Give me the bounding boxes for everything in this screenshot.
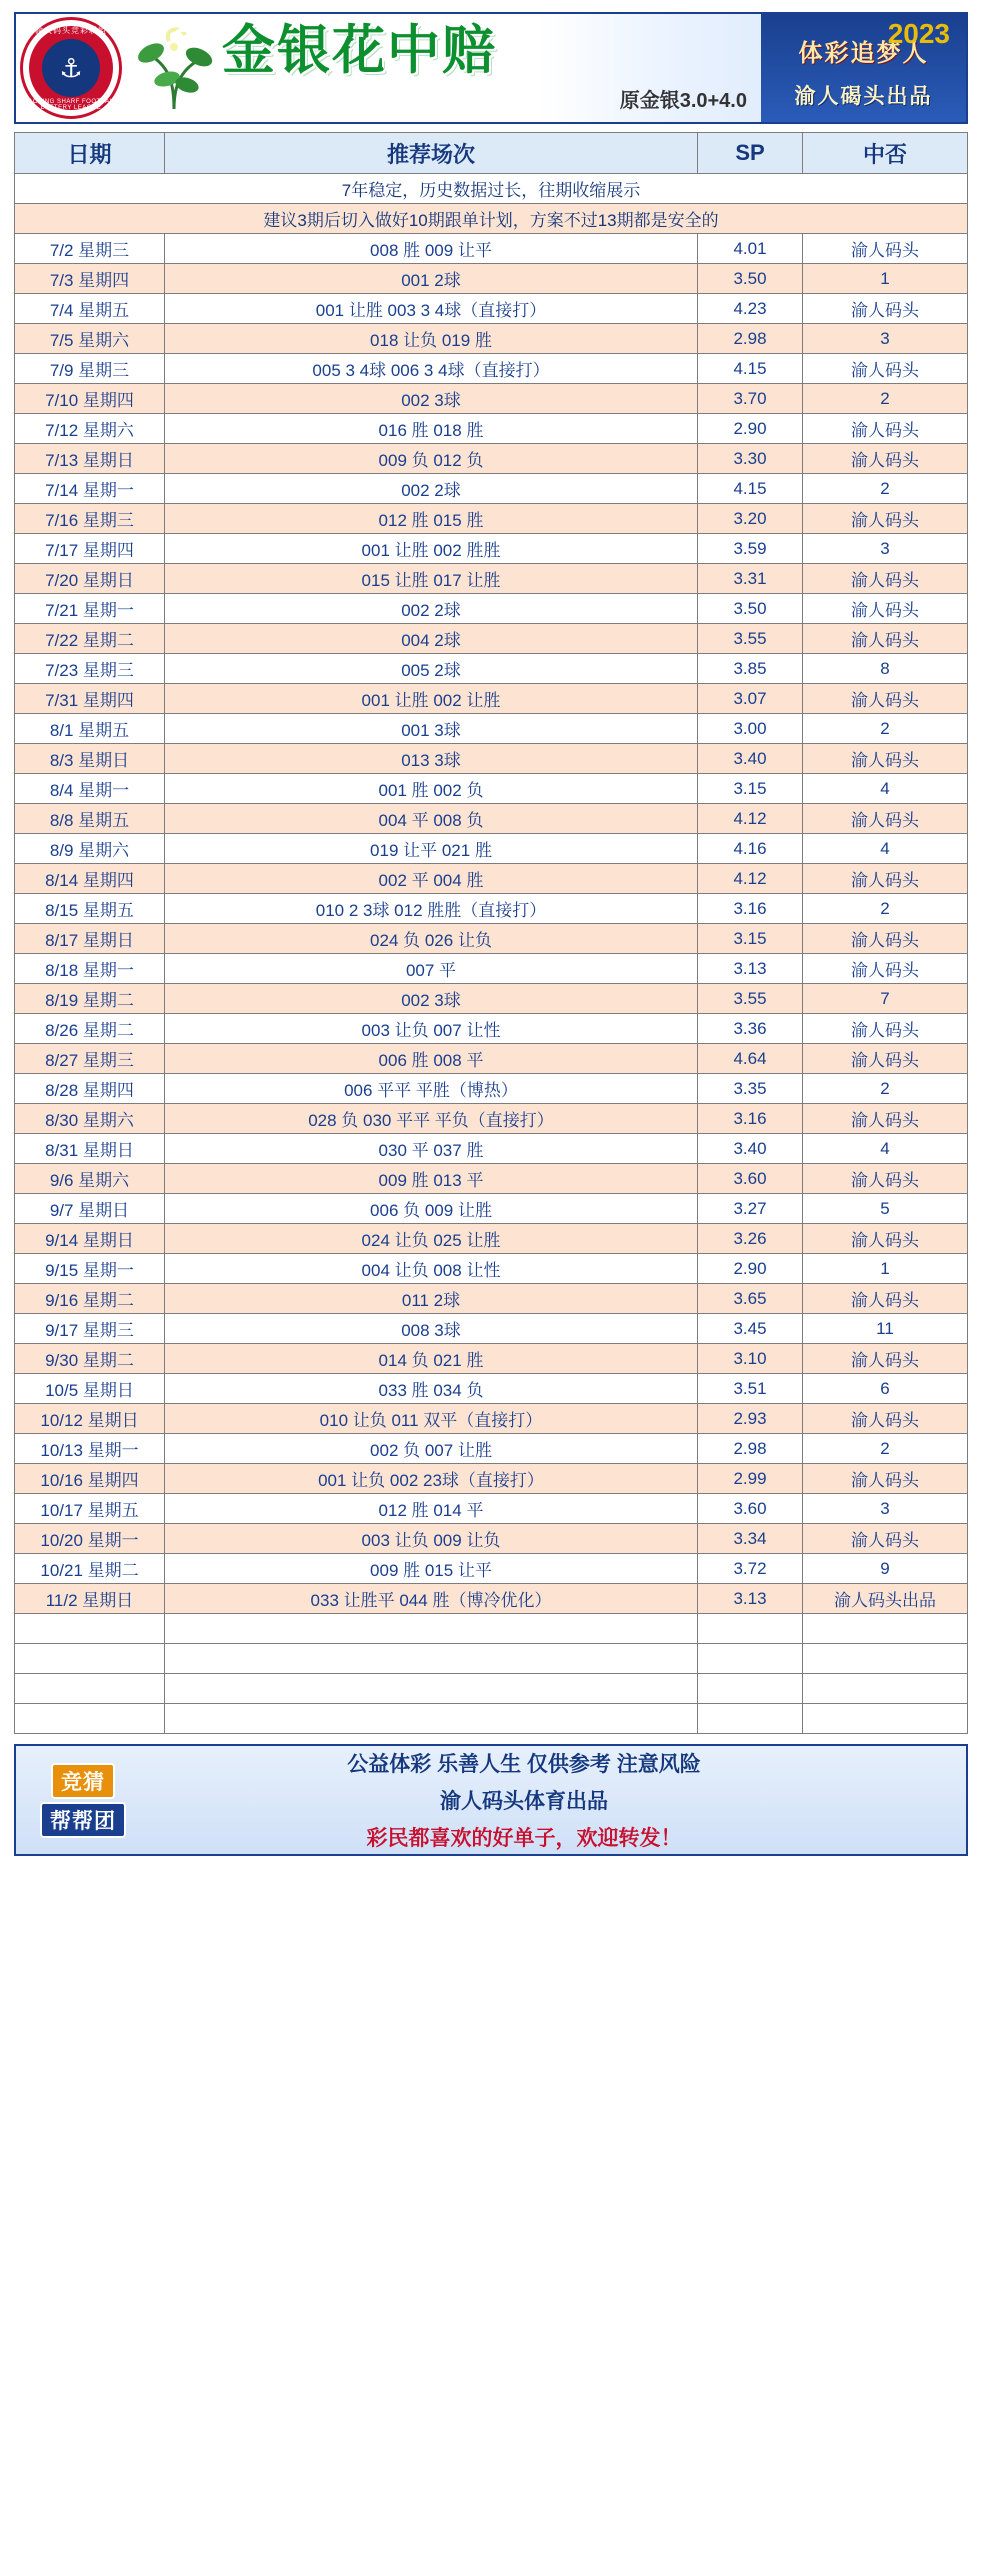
cell-date: 9/17 星期三 <box>15 1314 165 1344</box>
table-header-row <box>15 133 968 174</box>
cell-date: 9/14 星期日 <box>15 1224 165 1254</box>
cell-match: 028 负 030 平平 平负（直接打） <box>165 1104 698 1134</box>
cell-hit: 渝人码头 <box>803 504 968 534</box>
cell-sp: 3.50 <box>698 264 803 294</box>
cell-date: 7/2 星期三 <box>15 234 165 264</box>
cell-sp: 4.01 <box>698 234 803 264</box>
cell-hit: 渝人码头 <box>803 354 968 384</box>
table-body <box>15 174 968 1734</box>
cell-match: 010 2 3球 012 胜胜（直接打） <box>165 894 698 924</box>
cell-sp: 3.30 <box>698 444 803 474</box>
table-note-text: 7年稳定，历史数据过长，往期收缩展示 <box>15 174 968 204</box>
table-row <box>15 804 968 834</box>
title-block <box>220 20 761 114</box>
cell-date: 10/17 星期五 <box>15 1494 165 1524</box>
cell-match: 006 负 009 让胜 <box>165 1194 698 1224</box>
cell-date: 7/21 星期一 <box>15 594 165 624</box>
cell-date: 8/27 星期三 <box>15 1044 165 1074</box>
cell-match: 019 让平 021 胜 <box>165 834 698 864</box>
cell-date: 7/17 星期四 <box>15 534 165 564</box>
table-empty-row <box>15 1704 968 1734</box>
cell-match: 004 让负 008 让性 <box>165 1254 698 1284</box>
cell-hit: 渝人码头 <box>803 954 968 984</box>
cell-hit: 1 <box>803 264 968 294</box>
cell-empty <box>165 1644 698 1674</box>
cell-sp: 4.12 <box>698 864 803 894</box>
cell-date: 8/28 星期四 <box>15 1074 165 1104</box>
table-row <box>15 1554 968 1584</box>
table-note-row <box>15 204 968 234</box>
cell-date: 10/13 星期一 <box>15 1434 165 1464</box>
cell-sp: 2.90 <box>698 1254 803 1284</box>
table-row <box>15 1374 968 1404</box>
cell-hit: 2 <box>803 1434 968 1464</box>
cell-match: 016 胜 018 胜 <box>165 414 698 444</box>
cell-sp: 3.35 <box>698 1074 803 1104</box>
cell-match: 004 2球 <box>165 624 698 654</box>
cell-empty <box>803 1674 968 1704</box>
cell-empty <box>15 1704 165 1734</box>
cell-match: 001 让胜 002 让胜 <box>165 684 698 714</box>
cell-sp: 4.16 <box>698 834 803 864</box>
cell-match: 014 负 021 胜 <box>165 1344 698 1374</box>
cell-sp: 3.15 <box>698 924 803 954</box>
table-row <box>15 894 968 924</box>
cell-hit: 2 <box>803 714 968 744</box>
cell-date: 7/20 星期日 <box>15 564 165 594</box>
table-row <box>15 234 968 264</box>
cell-sp: 2.98 <box>698 1434 803 1464</box>
cell-hit: 渝人码头 <box>803 924 968 954</box>
cell-empty <box>698 1704 803 1734</box>
cell-date: 8/8 星期五 <box>15 804 165 834</box>
cell-match: 002 3球 <box>165 384 698 414</box>
table-row <box>15 954 968 984</box>
cell-date: 9/6 星期六 <box>15 1164 165 1194</box>
cell-date: 10/12 星期日 <box>15 1404 165 1434</box>
cell-sp: 2.90 <box>698 414 803 444</box>
cell-match: 008 胜 009 让平 <box>165 234 698 264</box>
table-row <box>15 1524 968 1554</box>
cell-match: 001 2球 <box>165 264 698 294</box>
cell-sp: 3.40 <box>698 1134 803 1164</box>
cell-sp: 3.07 <box>698 684 803 714</box>
cell-sp: 3.60 <box>698 1494 803 1524</box>
cell-hit: 渝人码头 <box>803 804 968 834</box>
footer-logo-line2: 帮帮团 <box>40 1802 126 1838</box>
table-note-row <box>15 174 968 204</box>
cell-match: 003 让负 009 让负 <box>165 1524 698 1554</box>
cell-empty <box>698 1674 803 1704</box>
cell-hit: 7 <box>803 984 968 1014</box>
cell-sp: 3.16 <box>698 894 803 924</box>
cell-hit: 4 <box>803 774 968 804</box>
table-row <box>15 474 968 504</box>
cell-date: 7/22 星期二 <box>15 624 165 654</box>
cell-sp: 3.85 <box>698 654 803 684</box>
table-empty-row <box>15 1614 968 1644</box>
logo-top-label: 渝人码头竞彩联盟 <box>35 26 107 35</box>
table-row <box>15 654 968 684</box>
cell-sp: 3.00 <box>698 714 803 744</box>
cell-hit: 渝人码头 <box>803 564 968 594</box>
table-row <box>15 1014 968 1044</box>
cell-sp: 2.99 <box>698 1464 803 1494</box>
cell-date: 7/12 星期六 <box>15 414 165 444</box>
table-row <box>15 774 968 804</box>
cell-date: 9/16 星期二 <box>15 1284 165 1314</box>
cell-date: 8/30 星期六 <box>15 1104 165 1134</box>
cell-sp: 3.36 <box>698 1014 803 1044</box>
table-row <box>15 984 968 1014</box>
table-row <box>15 1344 968 1374</box>
cell-match: 009 胜 013 平 <box>165 1164 698 1194</box>
cell-date: 10/16 星期四 <box>15 1464 165 1494</box>
cell-sp: 3.50 <box>698 594 803 624</box>
table-row <box>15 1494 968 1524</box>
cell-sp: 4.15 <box>698 474 803 504</box>
cell-empty <box>15 1674 165 1704</box>
table-row <box>15 1044 968 1074</box>
table-row <box>15 1464 968 1494</box>
cell-hit: 8 <box>803 654 968 684</box>
cell-match: 001 让负 002 23球（直接打） <box>165 1464 698 1494</box>
cell-match: 001 让胜 003 3 4球（直接打） <box>165 294 698 324</box>
cell-date: 7/5 星期六 <box>15 324 165 354</box>
footer-line-3: 彩民都喜欢的好单子，欢迎转发！ <box>366 1827 682 1850</box>
logo-bottom-label: LAOSING SHARF FOOTBALL LOTTERY LEAGUE <box>24 99 118 111</box>
page-footer <box>14 1744 968 1856</box>
cell-sp: 3.70 <box>698 384 803 414</box>
cell-hit: 4 <box>803 834 968 864</box>
cell-sp: 3.26 <box>698 1224 803 1254</box>
cell-hit: 5 <box>803 1194 968 1224</box>
cell-sp: 4.64 <box>698 1044 803 1074</box>
cell-sp: 4.23 <box>698 294 803 324</box>
cell-empty <box>165 1704 698 1734</box>
cell-date: 10/20 星期一 <box>15 1524 165 1554</box>
cell-match: 001 胜 002 负 <box>165 774 698 804</box>
badge-year: 2023 <box>887 18 950 49</box>
badge-slogan: 体彩追梦人 <box>798 39 929 67</box>
cell-match: 003 让负 007 让性 <box>165 1014 698 1044</box>
cell-match: 024 负 026 让负 <box>165 924 698 954</box>
cell-date: 10/5 星期日 <box>15 1374 165 1404</box>
cell-hit: 渝人码头 <box>803 594 968 624</box>
table-row <box>15 834 968 864</box>
cell-hit: 渝人码头出品 <box>803 1584 968 1614</box>
cell-match: 002 平 004 胜 <box>165 864 698 894</box>
column-header-match: 推荐场次 <box>165 133 698 174</box>
table-row <box>15 744 968 774</box>
table-row <box>15 714 968 744</box>
cell-match: 018 让负 019 胜 <box>165 324 698 354</box>
cell-sp: 3.13 <box>698 1584 803 1614</box>
cell-match: 010 让负 011 双平（直接打） <box>165 1404 698 1434</box>
cell-date: 9/7 星期日 <box>15 1194 165 1224</box>
cell-hit: 渝人码头 <box>803 1524 968 1554</box>
cell-date: 8/4 星期一 <box>15 774 165 804</box>
cell-date: 7/10 星期四 <box>15 384 165 414</box>
cell-sp: 3.34 <box>698 1524 803 1554</box>
cell-date: 9/30 星期二 <box>15 1344 165 1374</box>
page-subtitle: 原金银3.0+4.0 <box>619 90 747 113</box>
cell-match: 033 让胜平 044 胜（博冷优化） <box>165 1584 698 1614</box>
cell-sp: 3.55 <box>698 624 803 654</box>
table-row <box>15 1134 968 1164</box>
page-title: 金银花中赔 <box>222 20 497 80</box>
table-row <box>15 594 968 624</box>
table-row <box>15 624 968 654</box>
cell-sp: 4.15 <box>698 354 803 384</box>
cell-empty <box>165 1674 698 1704</box>
cell-match: 001 3球 <box>165 714 698 744</box>
cell-empty <box>165 1614 698 1644</box>
cell-sp: 3.10 <box>698 1344 803 1374</box>
cell-date: 8/31 星期日 <box>15 1134 165 1164</box>
table-row <box>15 564 968 594</box>
cell-hit: 渝人码头 <box>803 1014 968 1044</box>
cell-sp: 3.59 <box>698 534 803 564</box>
cell-match: 012 胜 014 平 <box>165 1494 698 1524</box>
cell-sp: 3.55 <box>698 984 803 1014</box>
cell-match: 008 3球 <box>165 1314 698 1344</box>
cell-date: 8/17 星期日 <box>15 924 165 954</box>
cell-hit: 渝人码头 <box>803 744 968 774</box>
cell-hit: 渝人码头 <box>803 684 968 714</box>
table-row <box>15 354 968 384</box>
cell-match: 006 平平 平胜（博热） <box>165 1074 698 1104</box>
table-row <box>15 1224 968 1254</box>
anchor-icon: ⚓ <box>42 39 100 97</box>
column-header-date: 日期 <box>15 133 165 174</box>
table-row <box>15 504 968 534</box>
table-row <box>15 1254 968 1284</box>
team-logo <box>20 17 122 119</box>
table-row <box>15 1104 968 1134</box>
cell-sp: 4.12 <box>698 804 803 834</box>
cell-sp: 3.20 <box>698 504 803 534</box>
badge-publisher: 渝人碣头出品 <box>794 84 933 108</box>
table-empty-row <box>15 1644 968 1674</box>
cell-match: 009 胜 015 让平 <box>165 1554 698 1584</box>
cell-sp: 3.65 <box>698 1284 803 1314</box>
cell-empty <box>15 1644 165 1674</box>
cell-match: 002 2球 <box>165 594 698 624</box>
cell-date: 8/14 星期四 <box>15 864 165 894</box>
table-row <box>15 1434 968 1464</box>
table-row <box>15 264 968 294</box>
cell-sp: 3.40 <box>698 744 803 774</box>
table-row <box>15 534 968 564</box>
cell-match: 030 平 037 胜 <box>165 1134 698 1164</box>
table-row <box>15 384 968 414</box>
cell-date: 8/9 星期六 <box>15 834 165 864</box>
footer-text <box>142 1744 966 1856</box>
cell-date: 9/15 星期一 <box>15 1254 165 1284</box>
cell-empty <box>803 1644 968 1674</box>
cell-hit: 2 <box>803 894 968 924</box>
cell-match: 033 胜 034 负 <box>165 1374 698 1404</box>
cell-date: 7/13 星期日 <box>15 444 165 474</box>
column-header-hit: 中否 <box>803 133 968 174</box>
cell-hit: 渝人码头 <box>803 1284 968 1314</box>
cell-hit: 渝人码头 <box>803 1224 968 1254</box>
footer-line-1: 公益体彩 乐善人生 仅供参考 注意风险 <box>347 1753 701 1776</box>
cell-match: 009 负 012 负 <box>165 444 698 474</box>
table-row <box>15 1584 968 1614</box>
cell-hit: 渝人码头 <box>803 1164 968 1194</box>
cell-sp: 3.31 <box>698 564 803 594</box>
cell-hit: 渝人码头 <box>803 864 968 894</box>
logo-ring <box>29 26 113 110</box>
table-row <box>15 1314 968 1344</box>
cell-sp: 3.15 <box>698 774 803 804</box>
cell-hit: 渝人码头 <box>803 414 968 444</box>
cell-match: 006 胜 008 平 <box>165 1044 698 1074</box>
cell-hit: 渝人码头 <box>803 444 968 474</box>
cell-date: 8/15 星期五 <box>15 894 165 924</box>
cell-date: 8/1 星期五 <box>15 714 165 744</box>
cell-sp: 3.45 <box>698 1314 803 1344</box>
cell-hit: 2 <box>803 384 968 414</box>
cell-match: 012 胜 015 胜 <box>165 504 698 534</box>
cell-hit: 渝人码头 <box>803 1344 968 1374</box>
footer-line-2: 渝人码头体育出品 <box>440 1790 608 1813</box>
cell-date: 7/4 星期五 <box>15 294 165 324</box>
cell-date: 8/18 星期一 <box>15 954 165 984</box>
cell-sp: 3.51 <box>698 1374 803 1404</box>
cell-hit: 6 <box>803 1374 968 1404</box>
footer-logo-line1: 竞猜 <box>51 1763 115 1799</box>
cell-hit: 渝人码头 <box>803 1404 968 1434</box>
cell-hit: 4 <box>803 1134 968 1164</box>
cell-match: 002 2球 <box>165 474 698 504</box>
table-row <box>15 1194 968 1224</box>
cell-date: 8/19 星期二 <box>15 984 165 1014</box>
cell-sp: 3.13 <box>698 954 803 984</box>
cell-sp: 2.98 <box>698 324 803 354</box>
cell-match: 015 让胜 017 让胜 <box>165 564 698 594</box>
cell-match: 013 3球 <box>165 744 698 774</box>
cell-date: 10/21 星期二 <box>15 1554 165 1584</box>
brand-badge <box>761 14 966 122</box>
table-row <box>15 324 968 354</box>
table-row <box>15 1164 968 1194</box>
table-row <box>15 684 968 714</box>
table-row <box>15 1404 968 1434</box>
cell-empty <box>803 1704 968 1734</box>
table-row <box>15 1074 968 1104</box>
cell-date: 7/31 星期四 <box>15 684 165 714</box>
cell-hit: 渝人码头 <box>803 294 968 324</box>
cell-hit: 3 <box>803 1494 968 1524</box>
cell-sp: 3.60 <box>698 1164 803 1194</box>
cell-hit: 2 <box>803 474 968 504</box>
cell-hit: 1 <box>803 1254 968 1284</box>
table-empty-row <box>15 1674 968 1704</box>
cell-match: 004 平 008 负 <box>165 804 698 834</box>
table-row <box>15 444 968 474</box>
table-row <box>15 1284 968 1314</box>
cell-match: 024 让负 025 让胜 <box>165 1224 698 1254</box>
cell-date: 8/26 星期二 <box>15 1014 165 1044</box>
cell-match: 011 2球 <box>165 1284 698 1314</box>
cell-date: 7/9 星期三 <box>15 354 165 384</box>
cell-hit: 渝人码头 <box>803 624 968 654</box>
cell-hit: 11 <box>803 1314 968 1344</box>
cell-hit: 3 <box>803 324 968 354</box>
cell-hit: 渝人码头 <box>803 1044 968 1074</box>
table-row <box>15 924 968 954</box>
cell-hit: 渝人码头 <box>803 1464 968 1494</box>
cell-date: 11/2 星期日 <box>15 1584 165 1614</box>
table-note-text: 建议3期后切入做好10期跟单计划，方案不过13期都是安全的 <box>15 204 968 234</box>
cell-match: 002 负 007 让胜 <box>165 1434 698 1464</box>
cell-date: 8/3 星期日 <box>15 744 165 774</box>
footer-logo <box>24 1763 142 1838</box>
cell-sp: 2.93 <box>698 1404 803 1434</box>
cell-sp: 3.16 <box>698 1104 803 1134</box>
cell-date: 7/16 星期三 <box>15 504 165 534</box>
page-header <box>14 12 968 124</box>
cell-hit: 2 <box>803 1074 968 1104</box>
cell-hit: 9 <box>803 1554 968 1584</box>
cell-date: 7/14 星期一 <box>15 474 165 504</box>
cell-match: 001 让胜 002 胜胜 <box>165 534 698 564</box>
cell-match: 002 3球 <box>165 984 698 1014</box>
cell-empty <box>803 1614 968 1644</box>
cell-sp: 3.72 <box>698 1554 803 1584</box>
column-header-sp: SP <box>698 133 803 174</box>
cell-empty <box>698 1644 803 1674</box>
cell-sp: 3.27 <box>698 1194 803 1224</box>
cell-empty <box>15 1614 165 1644</box>
honeysuckle-icon <box>128 22 220 114</box>
table-row <box>15 864 968 894</box>
cell-hit: 渝人码头 <box>803 1104 968 1134</box>
cell-match: 005 3 4球 006 3 4球（直接打） <box>165 354 698 384</box>
cell-hit: 3 <box>803 534 968 564</box>
table-row <box>15 294 968 324</box>
cell-empty <box>698 1614 803 1644</box>
cell-match: 007 平 <box>165 954 698 984</box>
recommendation-table <box>14 132 968 1734</box>
cell-hit: 渝人码头 <box>803 234 968 264</box>
table-row <box>15 414 968 444</box>
cell-date: 7/23 星期三 <box>15 654 165 684</box>
cell-date: 7/3 星期四 <box>15 264 165 294</box>
cell-match: 005 2球 <box>165 654 698 684</box>
